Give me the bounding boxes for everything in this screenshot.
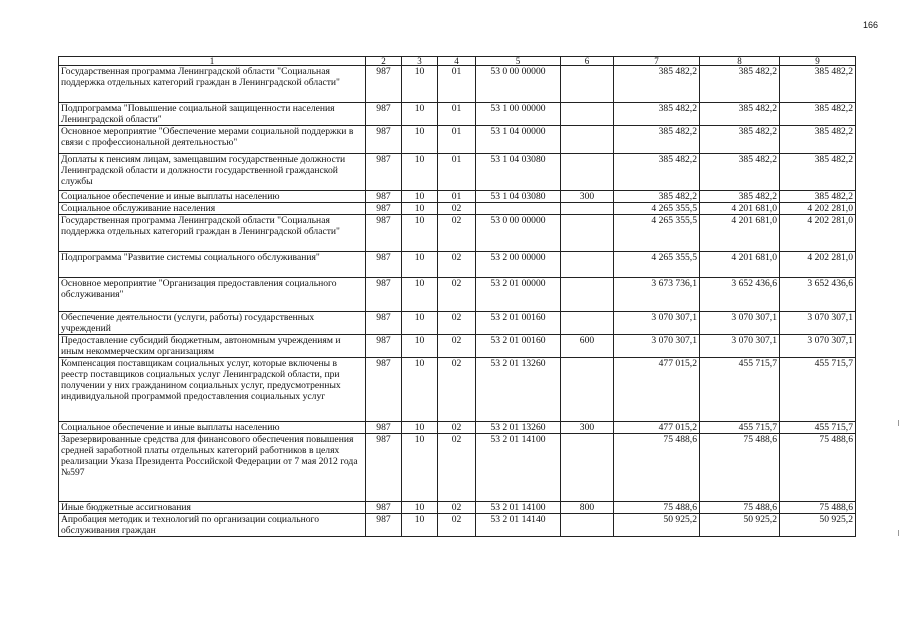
row-amount-cell: 4 265 355,5 <box>614 252 700 278</box>
row-amount-cell: 385 482,2 <box>614 66 700 103</box>
header-col-6: 6 <box>561 57 614 66</box>
row-target-article-cell: 53 2 01 14100 <box>476 502 561 514</box>
row-target-article-cell: 53 0 00 00000 <box>476 215 561 252</box>
row-amount-cell: 385 482,2 <box>614 126 700 154</box>
row-expense-type-cell <box>561 203 614 215</box>
header-col-8: 8 <box>700 57 780 66</box>
row-code-cell: 987 <box>366 434 402 502</box>
row-code-cell: 987 <box>366 154 402 191</box>
row-expense-type-cell <box>561 215 614 252</box>
row-subsection-cell: 01 <box>438 66 476 103</box>
row-subsection-cell: 01 <box>438 103 476 126</box>
table-row <box>59 103 856 126</box>
row-amount-cell: 4 201 681,0 <box>700 215 780 252</box>
row-target-article-cell: 53 0 00 00000 <box>476 66 561 103</box>
row-expense-type-cell <box>561 278 614 312</box>
row-subsection-cell: 01 <box>438 154 476 191</box>
row-target-article-cell: 53 2 01 00160 <box>476 335 561 358</box>
table-body <box>59 66 856 537</box>
row-amount-cell: 4 201 681,0 <box>700 252 780 278</box>
row-amount-cell: 75 488,6 <box>614 502 700 514</box>
table-row <box>59 126 856 154</box>
row-subsection-cell: 02 <box>438 252 476 278</box>
row-amount-cell: 4 202 281,0 <box>780 203 856 215</box>
row-subsection-cell: 02 <box>438 312 476 335</box>
row-name-cell: Подпрограмма "Развитие системы социального обслуживания" <box>59 252 366 278</box>
row-target-article-cell: 53 2 01 13260 <box>476 358 561 422</box>
row-code-cell: 987 <box>366 312 402 335</box>
row-name-cell: Основное мероприятие "Организация предоставления социального обслуживания" <box>59 278 366 312</box>
row-section-cell: 10 <box>402 514 438 537</box>
row-amount-cell: 3 070 307,1 <box>700 335 780 358</box>
row-subsection-cell: 02 <box>438 514 476 537</box>
row-section-cell: 10 <box>402 66 438 103</box>
table-row <box>59 203 856 215</box>
row-amount-cell: 385 482,2 <box>700 154 780 191</box>
row-amount-cell: 385 482,2 <box>700 126 780 154</box>
row-name-cell: Подпрограмма "Повышение социальной защищенности населения Ленинградской области" <box>59 103 366 126</box>
row-amount-cell: 4 265 355,5 <box>614 215 700 252</box>
row-amount-cell: 385 482,2 <box>700 66 780 103</box>
table-row <box>59 252 856 278</box>
row-amount-cell: 477 015,2 <box>614 422 700 434</box>
row-amount-cell: 4 265 355,5 <box>614 203 700 215</box>
table-row <box>59 434 856 502</box>
row-amount-cell: 75 488,6 <box>614 434 700 502</box>
row-amount-cell: 385 482,2 <box>780 191 856 203</box>
header-row <box>59 57 856 66</box>
row-expense-type-cell <box>561 358 614 422</box>
row-amount-cell: 455 715,7 <box>700 422 780 434</box>
row-amount-cell: 385 482,2 <box>614 191 700 203</box>
row-target-article-cell: 53 2 01 13260 <box>476 422 561 434</box>
row-expense-type-cell: 300 <box>561 422 614 434</box>
row-amount-cell: 385 482,2 <box>780 66 856 103</box>
row-name-cell: Доплаты к пенсиям лицам, замещавшим государственные должности Ленинградской области и должности государственной гражданской службы <box>59 154 366 191</box>
row-name-cell: Предоставление субсидий бюджетным, автономным учреждениям и иным некоммерческим организациям <box>59 335 366 358</box>
row-amount-cell: 3 673 736,1 <box>614 278 700 312</box>
row-amount-cell: 3 652 436,6 <box>700 278 780 312</box>
row-section-cell: 10 <box>402 203 438 215</box>
row-amount-cell: 3 070 307,1 <box>700 312 780 335</box>
row-section-cell: 10 <box>402 278 438 312</box>
row-expense-type-cell: 600 <box>561 335 614 358</box>
row-amount-cell: 3 070 307,1 <box>780 312 856 335</box>
table-row <box>59 66 856 103</box>
row-expense-type-cell <box>561 154 614 191</box>
row-amount-cell: 477 015,2 <box>614 358 700 422</box>
row-expense-type-cell <box>561 66 614 103</box>
row-expense-type-cell <box>561 434 614 502</box>
row-amount-cell: 385 482,2 <box>780 126 856 154</box>
row-target-article-cell: 53 2 00 00000 <box>476 252 561 278</box>
row-amount-cell: 75 488,6 <box>700 434 780 502</box>
row-target-article-cell: 53 2 01 00000 <box>476 278 561 312</box>
row-amount-cell: 3 070 307,1 <box>780 335 856 358</box>
row-subsection-cell: 01 <box>438 126 476 154</box>
row-amount-cell: 455 715,7 <box>780 358 856 422</box>
row-subsection-cell: 02 <box>438 278 476 312</box>
row-section-cell: 10 <box>402 126 438 154</box>
row-expense-type-cell <box>561 103 614 126</box>
row-target-article-cell: 53 2 01 14100 <box>476 434 561 502</box>
row-subsection-cell: 02 <box>438 502 476 514</box>
table-row <box>59 358 856 422</box>
table-row <box>59 191 856 203</box>
row-name-cell: Компенсация поставщикам социальных услуг, которые включены в реестр поставщиков социальных услуг Ленинградской области, при получении у них гражданином социальных услуг, предусмотренных индивидуальной программой предоставления социальных услуг <box>59 358 366 422</box>
header-col-5: 5 <box>476 57 561 66</box>
row-expense-type-cell <box>561 252 614 278</box>
row-section-cell: 10 <box>402 312 438 335</box>
row-subsection-cell: 01 <box>438 191 476 203</box>
row-subsection-cell: 02 <box>438 203 476 215</box>
row-name-cell: Иные бюджетные ассигнования <box>59 502 366 514</box>
row-name-cell: Зарезервированные средства для финансового обеспечения повышения средней заработной платы отдельных категорий работников в целях реализации Указа Президента Российской Федерации от 7 мая 2012 года №597 <box>59 434 366 502</box>
row-code-cell: 987 <box>366 191 402 203</box>
row-name-cell: Обеспечение деятельности (услуги, работы) государственных учреждений <box>59 312 366 335</box>
row-code-cell: 987 <box>366 358 402 422</box>
row-amount-cell: 385 482,2 <box>780 154 856 191</box>
row-amount-cell: 50 925,2 <box>700 514 780 537</box>
budget-table <box>58 56 856 537</box>
row-subsection-cell: 02 <box>438 422 476 434</box>
row-amount-cell: 455 715,7 <box>700 358 780 422</box>
row-amount-cell: 3 652 436,6 <box>780 278 856 312</box>
row-amount-cell: 50 925,2 <box>780 514 856 537</box>
table-row <box>59 514 856 537</box>
row-subsection-cell: 02 <box>438 358 476 422</box>
table-row <box>59 502 856 514</box>
table-row <box>59 422 856 434</box>
table-row <box>59 312 856 335</box>
row-amount-cell: 75 488,6 <box>780 502 856 514</box>
header-col-3: 3 <box>402 57 438 66</box>
table-row <box>59 154 856 191</box>
table-row <box>59 335 856 358</box>
header-col-1: 1 <box>59 57 366 66</box>
row-section-cell: 10 <box>402 434 438 502</box>
row-section-cell: 10 <box>402 103 438 126</box>
row-amount-cell: 75 488,6 <box>700 502 780 514</box>
row-amount-cell: 3 070 307,1 <box>614 312 700 335</box>
row-section-cell: 10 <box>402 502 438 514</box>
row-amount-cell: 75 488,6 <box>780 434 856 502</box>
row-amount-cell: 3 070 307,1 <box>614 335 700 358</box>
row-code-cell: 987 <box>366 103 402 126</box>
row-section-cell: 10 <box>402 154 438 191</box>
row-target-article-cell: 53 1 04 00000 <box>476 126 561 154</box>
row-code-cell: 987 <box>366 514 402 537</box>
row-expense-type-cell <box>561 126 614 154</box>
row-code-cell: 987 <box>366 203 402 215</box>
row-expense-type-cell: 300 <box>561 191 614 203</box>
row-section-cell: 10 <box>402 215 438 252</box>
row-amount-cell: 4 202 281,0 <box>780 215 856 252</box>
row-code-cell: 987 <box>366 66 402 103</box>
row-code-cell: 987 <box>366 422 402 434</box>
row-expense-type-cell: 800 <box>561 502 614 514</box>
row-expense-type-cell <box>561 514 614 537</box>
row-code-cell: 987 <box>366 335 402 358</box>
row-amount-cell: 50 925,2 <box>614 514 700 537</box>
row-section-cell: 10 <box>402 358 438 422</box>
row-name-cell: Основное мероприятие "Обеспечение мерами социальной поддержки в связи с профессиональной деятельностью" <box>59 126 366 154</box>
page-number: 166 <box>862 20 878 30</box>
row-target-article-cell: 53 1 00 00000 <box>476 103 561 126</box>
row-target-article-cell: 53 2 01 14140 <box>476 514 561 537</box>
table-row <box>59 215 856 252</box>
row-name-cell: Государственная программа Ленинградской области "Социальная поддержка отдельных категорий граждан в Ленинградской области" <box>59 66 366 103</box>
table-row <box>59 278 856 312</box>
row-subsection-cell: 02 <box>438 215 476 252</box>
row-amount-cell: 385 482,2 <box>700 191 780 203</box>
row-target-article-cell: 53 1 04 03080 <box>476 154 561 191</box>
row-code-cell: 987 <box>366 126 402 154</box>
row-code-cell: 987 <box>366 215 402 252</box>
row-name-cell: Социальное обеспечение и иные выплаты населению <box>59 191 366 203</box>
row-subsection-cell: 02 <box>438 335 476 358</box>
scan-edge-mark <box>898 530 899 536</box>
header-col-4: 4 <box>438 57 476 66</box>
row-name-cell: Социальное обслуживание населения <box>59 203 366 215</box>
header-col-7: 7 <box>614 57 700 66</box>
header-col-9: 9 <box>780 57 856 66</box>
row-amount-cell: 385 482,2 <box>780 103 856 126</box>
row-amount-cell: 385 482,2 <box>700 103 780 126</box>
row-code-cell: 987 <box>366 502 402 514</box>
row-target-article-cell: 53 2 01 00160 <box>476 312 561 335</box>
row-code-cell: 987 <box>366 252 402 278</box>
row-section-cell: 10 <box>402 335 438 358</box>
row-amount-cell: 4 202 281,0 <box>780 252 856 278</box>
row-amount-cell: 385 482,2 <box>614 154 700 191</box>
row-amount-cell: 4 201 681,0 <box>700 203 780 215</box>
row-section-cell: 10 <box>402 191 438 203</box>
row-amount-cell: 385 482,2 <box>614 103 700 126</box>
row-target-article-cell: 53 1 04 03080 <box>476 191 561 203</box>
scan-edge-mark <box>898 420 899 426</box>
row-section-cell: 10 <box>402 252 438 278</box>
row-section-cell: 10 <box>402 422 438 434</box>
row-code-cell: 987 <box>366 278 402 312</box>
row-name-cell: Социальное обеспечение и иные выплаты населению <box>59 422 366 434</box>
row-subsection-cell: 02 <box>438 434 476 502</box>
row-target-article-cell <box>476 203 561 215</box>
row-amount-cell: 455 715,7 <box>780 422 856 434</box>
row-name-cell: Государственная программа Ленинградской области "Социальная поддержка отдельных категорий граждан в Ленинградской области" <box>59 215 366 252</box>
row-expense-type-cell <box>561 312 614 335</box>
header-col-2: 2 <box>366 57 402 66</box>
row-name-cell: Апробация методик и технологий по организации социального обслуживания граждан <box>59 514 366 537</box>
